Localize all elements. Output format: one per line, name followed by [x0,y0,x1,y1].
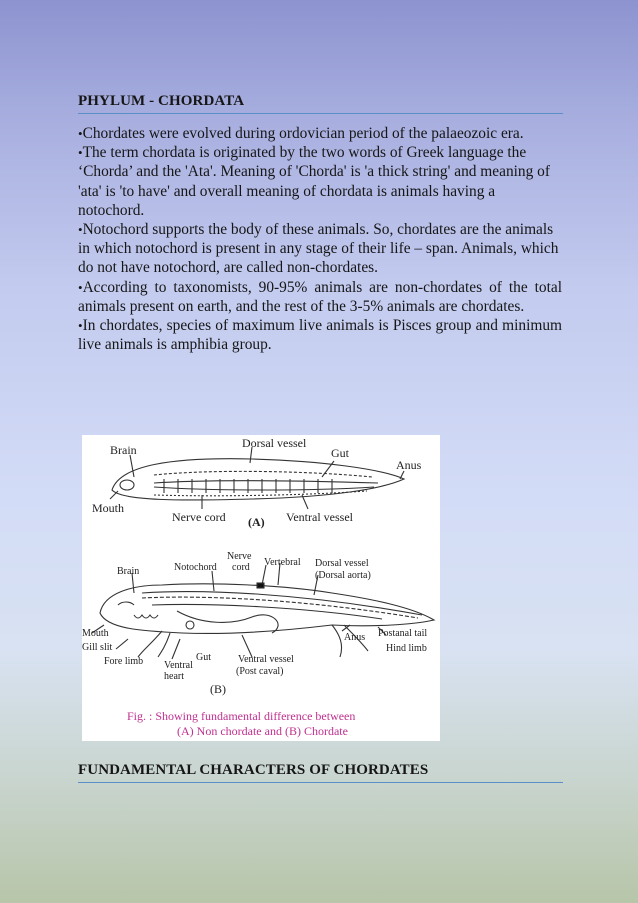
chordate-body-outline [92,563,434,659]
bullet-text: In chordates, species of maximum live animals is Pisces group and minimum live animals is amphibia group. [78,317,562,354]
label-dorsal-vessel-b: Dorsal vessel [315,558,369,569]
label-notochord-b: Notochord [174,562,217,573]
label-brain-b: Brain [117,566,140,577]
label-vertebral-b: Vertebral [264,557,301,568]
bullet-text: The term chordata is originated by the two words of Greek language the ‘Chorda’ and the 'Ata'. Meaning of 'Chorda' is 'a thick string' and meaning of 'ata' is 'to have' and overall meaning of chordata is animals having a notochord. [78,144,550,219]
label-tag-a: (A) [248,515,265,529]
bullet-item [78,316,562,354]
label-gill-slit-b: Gill slit [82,642,113,653]
bullet-item [78,220,562,278]
bullet-dot: • [78,222,83,238]
label-ventral-vessel-b: Ventral vessel [238,654,294,665]
label-dorsal-aorta-b: (Dorsal aorta) [315,570,371,581]
label-postanal-tail-b: Postanal tail [378,628,428,639]
label-anus-b: Anus [344,632,366,643]
chordate-comparison-figure [82,435,440,741]
label-nerve-cord-a: Nerve cord [172,510,226,524]
bullet-dot: • [78,126,83,141]
bullet-item [78,143,562,220]
figure-illustration [82,435,440,741]
label-hind-limb-b: Hind limb [386,643,427,654]
label-brain-a: Brain [110,443,137,457]
label-post-caval-b: (Post caval) [236,666,284,677]
bullet-dot: • [78,318,83,334]
bullet-dot: • [78,279,83,295]
label-tag-b: (B) [210,682,226,696]
label-gut-a: Gut [331,446,349,460]
label-heart-b: heart [164,671,184,682]
bullet-text: According to taxonomists, 90-95% animals are non-chordates of the total animals present on earth, and the rest of the 3-5% animals are chordates. [78,278,562,315]
vertebral-block [257,583,264,588]
figure-caption-line-2: (A) Non chordate and (B) Chordate [177,724,348,738]
label-cord-b: cord [232,562,250,573]
label-mouth-b: Mouth [82,628,109,639]
non-chordate-body-outline [110,447,404,509]
label-fore-limb-b: Fore limb [104,656,144,667]
label-dorsal-vessel-a: Dorsal vessel [242,436,307,450]
figure-caption-line-1: Fig. : Showing fundamental difference between [127,709,356,723]
bullet-item [78,278,562,316]
label-nerve-b: Nerve [227,551,252,562]
section-heading-phylum: PHYLUM - CHORDATA [78,93,563,114]
bullet-dot: • [78,145,83,161]
bullet-item [78,124,562,143]
section-heading-fundamental-characters: FUNDAMENTAL CHARACTERS OF CHORDATES [78,762,563,783]
bullet-text: Chordates were evolved during ordovician period of the palaeozoic era. [82,125,524,142]
bullet-list [78,124,562,354]
label-anus-a: Anus [396,458,422,472]
label-ventral-b: Ventral [164,660,193,671]
label-ventral-vessel-a: Ventral vessel [286,510,353,524]
label-gut-b: Gut [196,652,211,663]
bullet-text: Notochord supports the body of these animals. So, chordates are the animals in which notochord is present in any stage of their life – span. Animals, which do not have notochord, are called non-chordates. [78,221,559,277]
label-mouth-a: Mouth [92,501,125,515]
